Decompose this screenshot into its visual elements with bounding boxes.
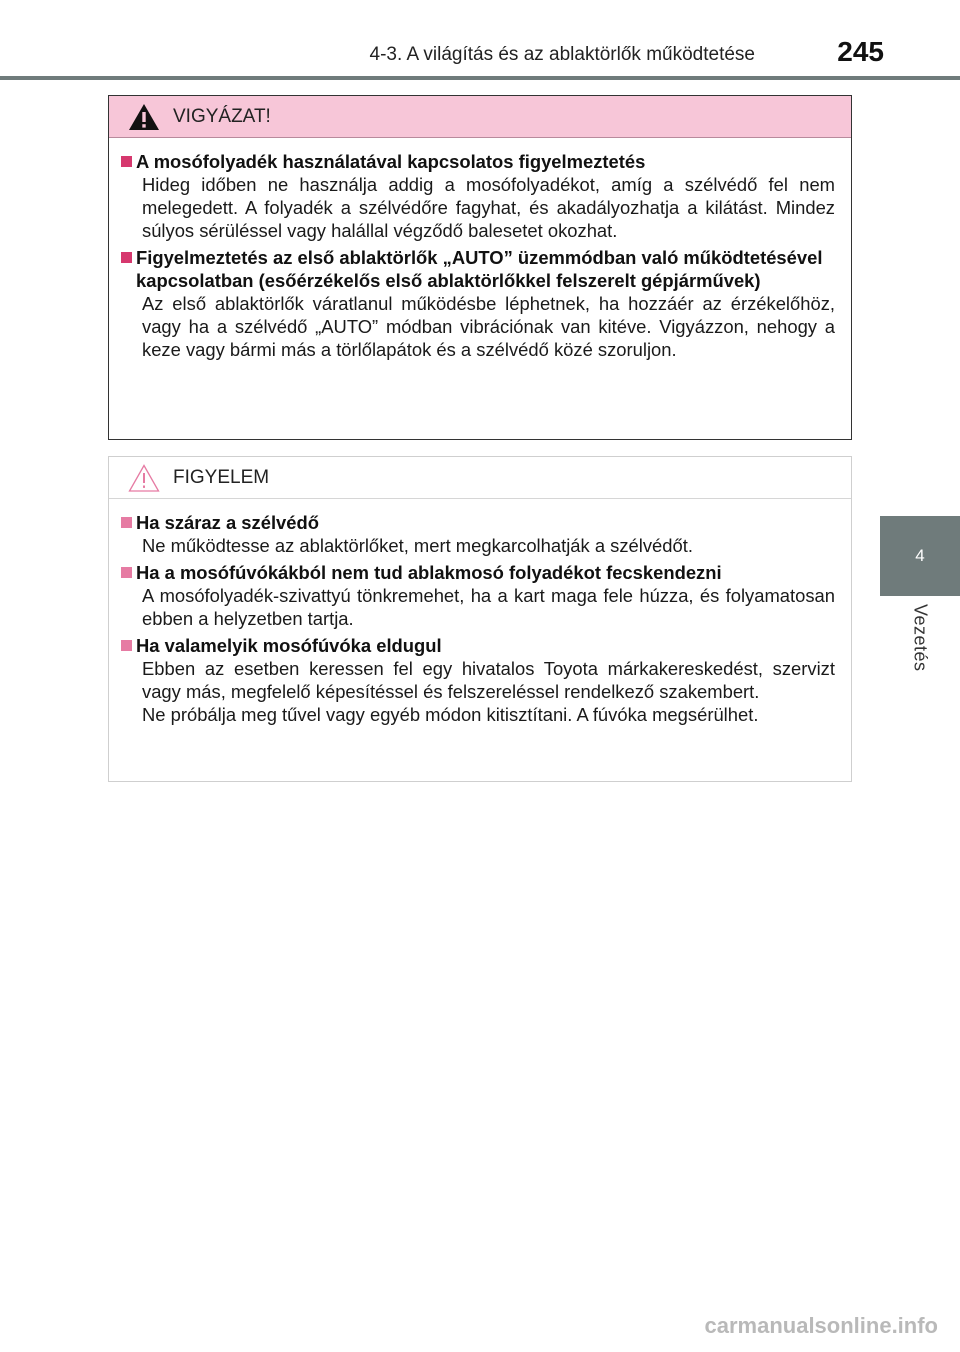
warning-triangle-icon	[127, 102, 161, 132]
warning-box	[108, 95, 852, 440]
notice-item	[121, 561, 839, 630]
notice-item-title-text: Ha valamelyik mosófúvóka eldugul	[136, 635, 442, 656]
bullet-square-icon	[121, 517, 132, 528]
header-divider	[0, 76, 960, 80]
warning-item-title-text: Figyelmeztetés az első ablaktörlők „AUTO” üzemmódban való működtetésével kapcsolatban (esőérzékelős első ablaktörlőkkel felszerelt gépjárművek)	[136, 247, 823, 291]
notice-item-title-text: Ha száraz a szélvédő	[136, 512, 319, 533]
chapter-label-text: Vezetés	[910, 604, 931, 672]
notice-item-title-text: Ha a mosófúvókákból nem tud ablakmosó folyadékot fecskendezni	[136, 562, 722, 583]
notice-item-title	[121, 634, 839, 657]
bullet-square-icon	[121, 252, 132, 263]
warning-box-header	[109, 96, 851, 138]
warning-item-text: Az első ablaktörlők váratlanul működésbe léphetnek, ha hozzáér az érzékelőhöz, vagy ha a szélvédő „AUTO” módban vibrációnak van kitéve. Vigyázzon, nehogy a keze vagy bármi más a törlőlapátok és a szélvédő közé szoruljon.	[142, 293, 835, 360]
chapter-label	[906, 604, 934, 684]
chapter-tab[interactable]	[880, 516, 960, 596]
bullet-square-icon	[121, 567, 132, 578]
notice-item-title	[121, 561, 839, 584]
page-number: 245	[837, 36, 884, 67]
warning-item-text: Hideg időben ne használja addig a mosófolyadékot, amíg a szélvédő fel nem melegedett. A folyadék a szélvédőre fagyhat, és akadályozhatja a kilátást. Mindez súlyos sérüléssel vagy halállal végződő balesetet okozhat.	[142, 174, 835, 241]
warning-item-title	[121, 246, 839, 292]
notice-box-header	[109, 457, 851, 499]
watermark: carmanualsonline.info	[704, 1313, 938, 1338]
page-header	[0, 0, 960, 80]
notice-item-title	[121, 511, 839, 534]
notice-box	[108, 456, 852, 782]
notice-box-body	[109, 499, 851, 726]
bullet-square-icon	[121, 640, 132, 651]
section-title: 4-3. A világítás és az ablaktörlők működtetése	[369, 44, 755, 65]
warning-box-label: VIGYÁZAT!	[173, 105, 271, 127]
notice-item-text: A mosófolyadék-szivattyú tönkremehet, ha a kart maga fele húzza, és folyamatosan ebben a helyzetben tartja.	[142, 585, 835, 629]
warning-item	[121, 150, 839, 242]
notice-item	[121, 511, 839, 557]
warning-item-title-text: A mosófolyadék használatával kapcsolatos figyelmeztetés	[136, 151, 646, 172]
notice-item	[121, 634, 839, 726]
notice-item-text: Ne működtesse az ablaktörlőket, mert megkarcolhatják a szélvédőt.	[142, 535, 693, 556]
chapter-number: 4	[915, 546, 925, 565]
notice-item-text: Ebben az esetben keressen fel egy hivatalos Toyota márkakereskedést, szervizt vagy más, megfelelő képesítéssel és felszereléssel rendelkező szakembert.	[142, 658, 835, 702]
bullet-square-icon	[121, 156, 132, 167]
warning-box-body	[109, 138, 851, 361]
notice-item-text: Ne próbálja meg tűvel vagy egyéb módon kitisztítani. A fúvóka megsérülhet.	[142, 704, 759, 725]
notice-box-label: FIGYELEM	[173, 466, 270, 488]
warning-item-title	[121, 150, 839, 173]
caution-triangle-outline-icon	[127, 463, 161, 493]
warning-item	[121, 246, 839, 361]
